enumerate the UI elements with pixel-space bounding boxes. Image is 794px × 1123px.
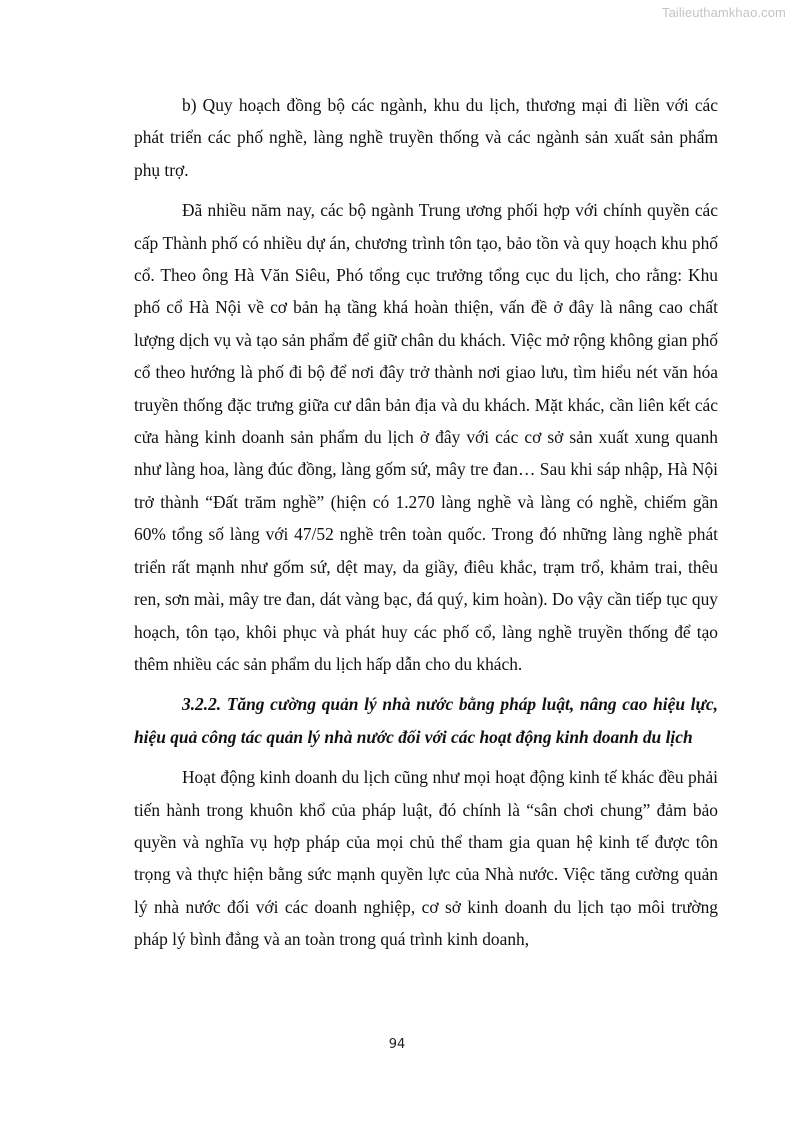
paragraph-legal-management: Hoạt động kinh doanh du lịch cũng như mọi hoạt động kinh tế khác đều phải tiến hành trong khuôn khổ của pháp luật, đó chính là “sân chơi chung” đảm bảo quyền và nghĩa vụ hợp pháp của mọi chủ thể tham gia quan hệ kinh tế được tôn trọng và thực hiện bằng sức mạnh quyền lực của Nhà nước. Việc tăng cường quản lý nhà nước đối với các doanh nghiệp, cơ sở kinh doanh du lịch tạo môi trường pháp lý bình đẳng và an toàn trong quá trình kinh doanh, xyxy=(134,767,718,950)
paragraph-old-quarter: Đã nhiều năm nay, các bộ ngành Trung ương phối hợp với chính quyền các cấp Thành phố có nhiều dự án, chương trình tôn tạo, bảo tồn và quy hoạch khu phố cổ. Theo ông Hà Văn Siêu, Phó tổng cục trưởng tổng cục du lịch, cho rằng: Khu phố cổ Hà Nội về cơ bản hạ tầng khá hoàn thiện, vấn đề ở đây là nâng cao chất lượng dịch vụ và tạo sản phẩm để giữ chân du khách. Việc mở rộng không gian phố cổ theo hướng là phố đi bộ để nơi đây trở thành nơi giao lưu, tìm hiểu nét văn hóa truyền thống đặc trưng giữa cư dân bản địa và du khách. Mặt khác, cần liên kết các cửa hàng kinh doanh sản phẩm du lịch ở đây với các cơ sở sản xuất xung quanh như làng hoa, làng đúc đồng, làng gốm sứ, mây tre đan… Sau khi sáp nhập, Hà Nội trở thành “Đất trăm nghề” (hiện có 1.270 làng nghề và làng có nghề, chiếm gần 60% tổng số làng với 47/52 nghề trên toàn quốc. Trong đó những làng nghề phát triển rất mạnh như gốm sứ, dệt may, da giầy, điêu khắc, trạm trổ, khảm trai, thêu ren, sơn mài, mây tre đan, dát vàng bạc, đá quý, kim hoàn). Do vậy cần tiếp tục quy hoạch, tôn tạo, khôi phục và phát huy các phố cổ, làng nghề truyền thống để tạo thêm nhiều các sản phẩm du lịch hấp dẫn cho du khách. xyxy=(134,200,718,674)
section-heading-3-2-2: 3.2.2. Tăng cường quản lý nhà nước bằng pháp luật, nâng cao hiệu lực, hiệu quả công tác quản lý nhà nước đối với các hoạt động kinh doanh du lịch xyxy=(134,694,718,747)
watermark-text: Tailieuthamkhao.com xyxy=(661,5,786,20)
paragraph-planning: b) Quy hoạch đồng bộ các ngành, khu du lịch, thương mại đi liền với các phát triển các phố nghề, làng nghề truyền thống và các ngành sản xuất sản phẩm phụ trợ. xyxy=(134,95,718,180)
page-number: 94 xyxy=(388,1037,406,1052)
page-body xyxy=(134,89,718,964)
